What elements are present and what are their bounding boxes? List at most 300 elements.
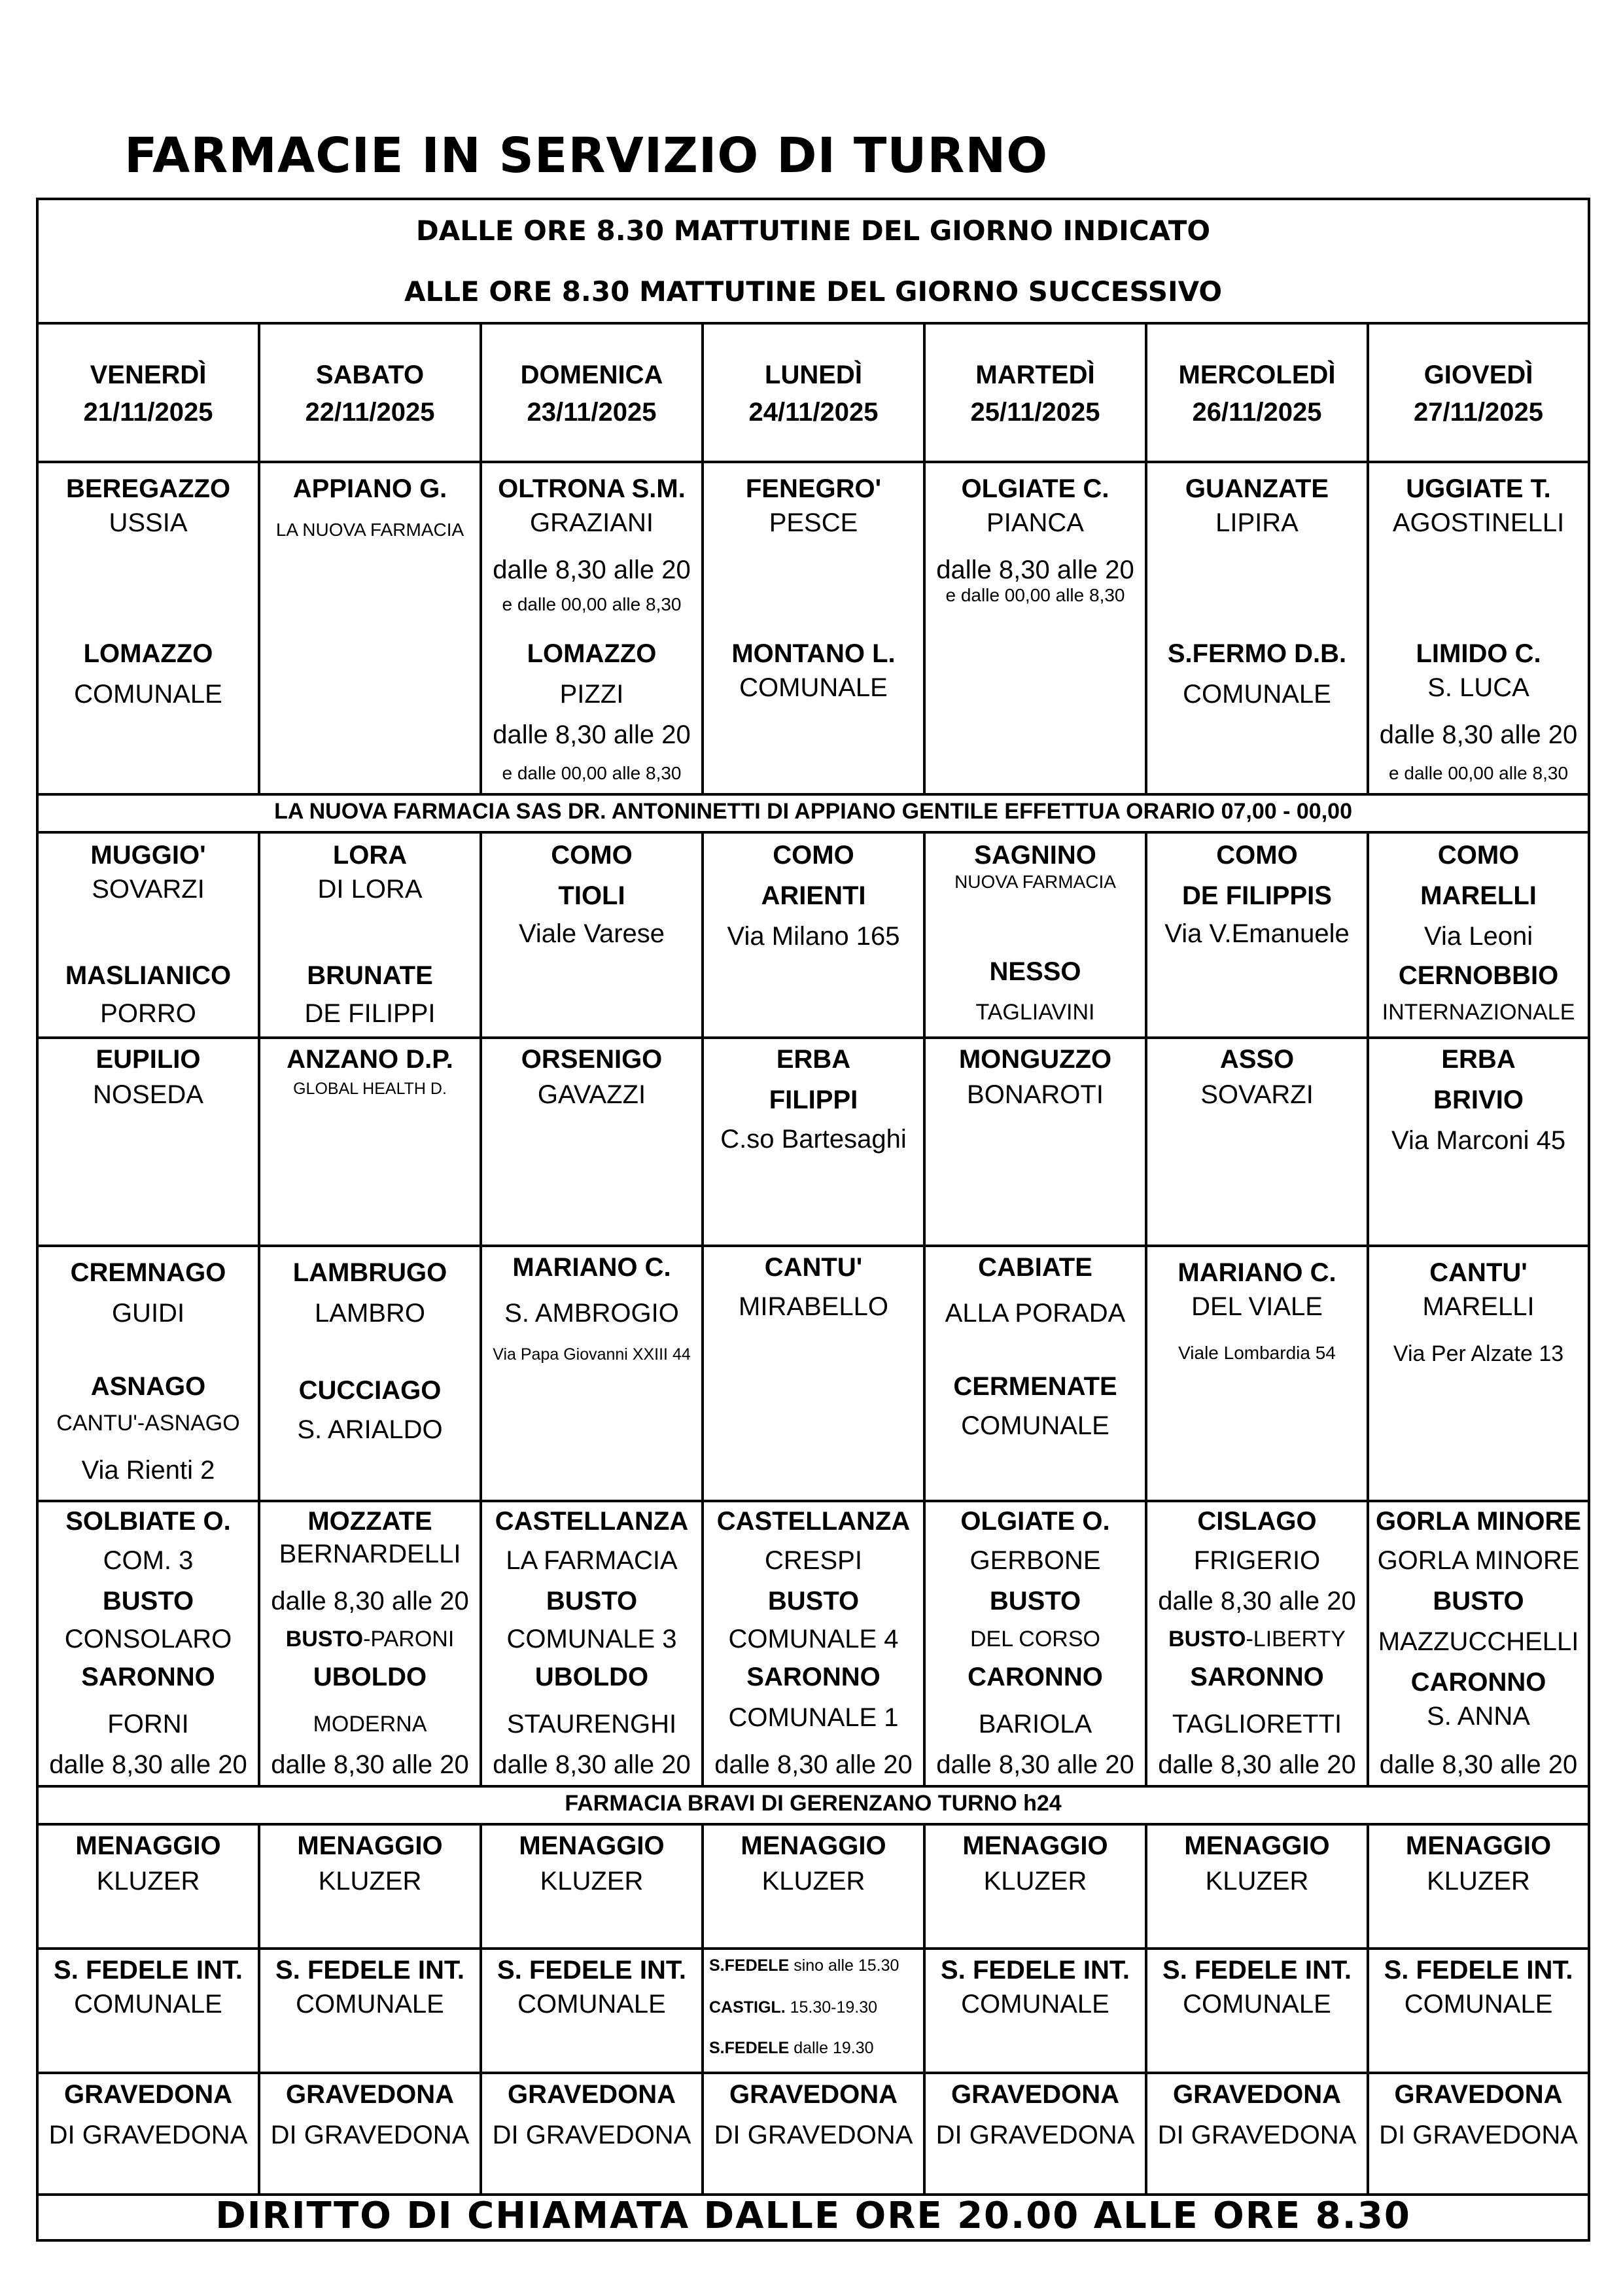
town-name: GRAVEDONA — [1172, 2080, 1342, 2109]
town-name: COMO — [1216, 841, 1298, 870]
shift-line — [704, 1998, 923, 2017]
pharmacy-name: DI GRAVEDONA — [935, 2121, 1135, 2149]
pharmacy-cell — [1368, 1501, 1589, 1786]
pharmacy-cell — [481, 1949, 703, 2073]
pharmacy-suffix: -LIBERTY — [1246, 1627, 1346, 1651]
pharmacy-cell — [924, 832, 1146, 1038]
opening-hours: dalle 8,30 alle 20 — [271, 1750, 469, 1779]
town-name: FENEGRO' — [745, 474, 882, 503]
pharmacy-address: Viale Varese — [518, 919, 665, 948]
pharmacy-name: DI GRAVEDONA — [492, 2121, 691, 2149]
day-header — [259, 323, 481, 462]
town-name: UBOLDO — [313, 1663, 427, 1691]
opening-hours-night: e dalle 00,00 alle 8,30 — [945, 585, 1125, 605]
pharmacy-address: Viale Lombardia 54 — [1178, 1343, 1336, 1363]
town-name: ASSO — [1219, 1045, 1295, 1074]
town-name: SARONNO — [81, 1663, 215, 1691]
town-name: BUSTO — [1433, 1587, 1524, 1616]
pharmacy-cell — [37, 832, 259, 1038]
town-name: OLTRONA S.M. — [498, 474, 686, 503]
note-text: FARMACIA BRAVI DI GERENZANO TURNO h24 — [565, 1791, 1062, 1816]
pharmacy-name: CONSOLARO — [64, 1625, 232, 1653]
town-name: LOMAZZO — [83, 639, 213, 668]
pharmacy-address: Via Per Alzate 13 — [1393, 1341, 1564, 1366]
pharmacy-cell — [703, 1501, 924, 1786]
pharmacy-name: COMUNALE — [517, 1990, 666, 2019]
town-name: EUPILIO — [96, 1045, 201, 1074]
opening-hours: dalle 8,30 alle 20 — [493, 720, 691, 749]
pharmacy-name: COMUNALE 1 — [728, 1703, 899, 1732]
town-name: UGGIATE T. — [1406, 474, 1551, 503]
town-name: CANTU' — [1429, 1258, 1527, 1287]
pharmacy-cell — [259, 1246, 481, 1501]
day-header — [924, 323, 1146, 462]
pharmacy-cell — [37, 1246, 259, 1501]
section-4-row — [37, 1246, 1589, 1501]
pharmacy-cell — [37, 1501, 259, 1786]
pharmacy-name: KLUZER — [96, 1867, 200, 1896]
section-2-row — [37, 832, 1589, 1038]
pharmacy-address: C.so Bartesaghi — [720, 1125, 907, 1154]
pharmacy-name: DE FILIPPI — [304, 999, 436, 1028]
town-name: CASTELLANZA — [495, 1507, 689, 1536]
pharmacy-cell — [703, 2073, 924, 2195]
pharmacy-address: Via Leoni — [1424, 922, 1533, 951]
pharmacy-name: AGOSTINELLI — [1392, 508, 1565, 537]
pharmacy-name: DI GRAVEDONA — [1157, 2121, 1357, 2149]
pharmacy-cell — [1368, 1038, 1589, 1246]
duty-schedule-table — [36, 198, 1590, 2242]
pharmacy-name: COMUNALE — [1183, 1990, 1331, 2019]
pharmacy-name: CANTU'-ASNAGO — [56, 1411, 240, 1436]
town-name: CARONNO — [1410, 1668, 1546, 1697]
pharmacy-name: COMUNALE — [296, 1990, 444, 2019]
pharmacy-cell — [481, 1246, 703, 1501]
opening-hours: dalle 8,30 alle 20 — [714, 1750, 913, 1779]
section-5-row — [37, 1501, 1589, 1786]
pharmacy-name: PIZZI — [559, 680, 624, 709]
pharmacy-name: STAURENGHI — [506, 1710, 677, 1739]
pharmacy-name: ARIENTI — [761, 881, 866, 910]
pharmacy-name: DI GRAVEDONA — [48, 2121, 248, 2149]
opening-hours: dalle 8,30 alle 20 — [49, 1750, 247, 1779]
town-name: S. FEDELE INT. — [497, 1956, 686, 1985]
town-name: MONGUZZO — [958, 1045, 1112, 1074]
day-name: LUNEDÌ — [765, 361, 862, 389]
pharmacy-cell — [1146, 832, 1368, 1038]
town-name: S. FEDELE INT. — [1384, 1956, 1573, 1985]
town-name: MENAGGIO — [519, 1831, 665, 1860]
shift-hours: dalle 19.30 — [789, 2039, 874, 2057]
pharmacy-cell — [1368, 1246, 1589, 1501]
town-name: SARONNO — [1190, 1663, 1324, 1691]
pharmacy-name: DE FILIPPIS — [1182, 881, 1332, 910]
town-name: GRAVEDONA — [285, 2080, 455, 2109]
town-name: OLGIATE C. — [961, 474, 1109, 503]
pharmacy-cell — [924, 1038, 1146, 1246]
pharmacy-cell — [703, 1949, 924, 2073]
town-name: GORLA MINORE — [1376, 1507, 1582, 1536]
pharmacy-name: TIOLI — [558, 881, 625, 910]
pharmacy-name: MODERNA — [313, 1712, 427, 1737]
pharmacy-cell — [703, 1038, 924, 1246]
section-3-row — [37, 1038, 1589, 1246]
day-name: MERCOLEDÌ — [1178, 361, 1336, 389]
town-name: SAGNINO — [974, 841, 1096, 870]
pharmacy-name: USSIA — [109, 508, 188, 537]
pharmacy-name: GERBONE — [969, 1546, 1101, 1575]
pharmacy-cell — [703, 462, 924, 794]
pharmacy-cell — [1146, 2073, 1368, 2195]
pharmacy-cell — [1146, 1949, 1368, 2073]
town-name: MASLIANICO — [65, 961, 232, 990]
pharmacy-cell — [1368, 1824, 1589, 1949]
pharmacy-name: KLUZER — [318, 1867, 422, 1896]
pharmacy-cell — [259, 1949, 481, 2073]
pharmacy-name: DI GRAVEDONA — [1379, 2121, 1578, 2149]
town-name: S. FEDELE INT. — [275, 1956, 464, 1985]
pharmacy-cell — [1146, 462, 1368, 794]
pharmacy-name: COMUNALE — [1183, 680, 1331, 709]
pharmacy-name: COMUNALE — [1404, 1990, 1553, 2019]
schedule-header — [37, 199, 1589, 323]
pharmacy-name: LA FARMACIA — [506, 1546, 678, 1575]
footer-note — [37, 2195, 1589, 2240]
pharmacy-name: MAZZUCCHELLI — [1378, 1627, 1579, 1656]
day-name: DOMENICA — [520, 361, 663, 389]
pharmacy-name — [260, 1627, 480, 1652]
town-name: CARONNO — [968, 1663, 1103, 1691]
pharmacy-name: S. ARIALDO — [297, 1415, 443, 1444]
note-text: LA NUOVA FARMACIA SAS DR. ANTONINETTI DI APPIANO GENTILE EFFETTUA ORARIO 07,00 - 00,00 — [274, 799, 1352, 824]
day-date: 25/11/2025 — [970, 398, 1100, 427]
pharmacy-name: LAMBRO — [315, 1299, 425, 1328]
opening-hours: dalle 8,30 alle 20 — [1379, 1750, 1578, 1779]
pharmacy-name: NUOVA FARMACIA — [954, 872, 1116, 892]
town-name: MENAGGIO — [741, 1831, 886, 1860]
day-name: MARTEDÌ — [975, 361, 1095, 389]
town-prefix: BUSTO — [1168, 1627, 1246, 1651]
town-name: ASNAGO — [90, 1372, 206, 1401]
schedule-header-row — [37, 199, 1589, 323]
pharmacy-cell — [259, 2073, 481, 2195]
town-name: MARIANO C. — [1178, 1258, 1336, 1287]
section-1-row — [37, 462, 1589, 794]
pharmacy-name: LA NUOVA FARMACIA — [275, 520, 464, 540]
footer-row — [37, 2195, 1589, 2240]
town-name: CANTU' — [764, 1253, 863, 1282]
town-name: BEREGAZZO — [65, 474, 231, 503]
opening-hours-night: e dalle 00,00 alle 8,30 — [502, 763, 682, 783]
pharmacy-name: DI LORA — [317, 875, 423, 904]
town-name: ERBA — [776, 1045, 851, 1074]
day-date: 21/11/2025 — [83, 398, 213, 427]
pharmacy-cell — [259, 1501, 481, 1786]
day-header — [703, 323, 924, 462]
town-name: GRAVEDONA — [63, 2080, 233, 2109]
town-name: CERMENATE — [953, 1372, 1117, 1401]
pharmacy-cell — [703, 832, 924, 1038]
town-name: GRAVEDONA — [1394, 2080, 1563, 2109]
pharmacy-name: COM. 3 — [103, 1546, 194, 1575]
day-date: 26/11/2025 — [1192, 398, 1322, 427]
town-name: BUSTO — [767, 1587, 860, 1616]
pharmacy-name: TAGLIAVINI — [975, 1000, 1095, 1025]
pharmacy-name: GORLA MINORE — [1377, 1546, 1580, 1575]
pharmacy-name: COMUNALE — [961, 1990, 1109, 2019]
pharmacy-name: S. AMBROGIO — [504, 1299, 679, 1328]
pharmacy-name: GAVAZZI — [537, 1080, 646, 1109]
pharmacy-name: FILIPPI — [769, 1086, 858, 1114]
pharmacy-name: DEL VIALE — [1191, 1292, 1323, 1321]
note-row — [37, 794, 1589, 832]
pharmacy-name: S. ANNA — [1427, 1702, 1530, 1731]
town-name: S. FEDELE INT. — [1162, 1956, 1352, 1985]
pharmacy-cell — [1146, 1501, 1368, 1786]
pharmacy-name: S. LUCA — [1427, 673, 1529, 702]
town-name: BUSTO — [989, 1587, 1081, 1616]
pharmacy-cell — [259, 462, 481, 794]
pharmacy-cell — [481, 1824, 703, 1949]
town-name: LAMBRUGO — [292, 1258, 447, 1287]
pharmacy-name: KLUZER — [983, 1867, 1087, 1896]
opening-hours: dalle 8,30 alle 20 — [1158, 1750, 1356, 1779]
pharmacy-cell — [259, 1038, 481, 1246]
town-name: COMO — [1437, 841, 1520, 870]
town-name: GRAVEDONA — [951, 2080, 1120, 2109]
pharmacy-name: GUIDI — [111, 1299, 185, 1328]
pharmacy-name: INTERNAZIONALE — [1382, 1000, 1575, 1025]
town-name: MARIANO C. — [512, 1253, 671, 1282]
shift-hours: sino alle 15.30 — [789, 1956, 899, 1975]
pharmacy-name: FRIGERIO — [1193, 1546, 1321, 1575]
pharmacy-cell — [481, 2073, 703, 2195]
pharmacy-cell — [924, 2073, 1146, 2195]
pharmacy-name: GLOBAL HEALTH D. — [293, 1080, 447, 1098]
town-name: MENAGGIO — [1184, 1831, 1330, 1860]
pharmacy-cell — [37, 2073, 259, 2195]
town-name: COMO — [551, 841, 633, 870]
day-date: 23/11/2025 — [527, 398, 657, 427]
section-8-row — [37, 2073, 1589, 2195]
pharmacy-name: DEL CORSO — [969, 1627, 1100, 1651]
pharmacy-address: Via Milano 165 — [727, 922, 900, 951]
pharmacy-cell — [703, 1824, 924, 1949]
town-name: GUANZATE — [1185, 474, 1329, 503]
opening-hours-night: e dalle 00,00 alle 8,30 — [502, 594, 682, 614]
pharmacy-cell — [1146, 1246, 1368, 1501]
pharmacy-cell — [924, 1824, 1146, 1949]
day-header — [1146, 323, 1368, 462]
town-name: COMO — [773, 841, 854, 870]
day-name: VENERDÌ — [90, 361, 207, 389]
opening-hours: dalle 8,30 alle 20 — [1158, 1587, 1356, 1616]
pharmacy-cell — [1146, 1038, 1368, 1246]
town-name: ERBA — [1441, 1045, 1516, 1074]
pharmacy-name: KLUZER — [1205, 1867, 1309, 1896]
pharmacy-cell — [481, 1501, 703, 1786]
town-name: MENAGGIO — [297, 1831, 443, 1860]
day-header — [481, 323, 703, 462]
town-name: S.FERMO D.B. — [1167, 639, 1347, 668]
pharmacy-name: BARIOLA — [978, 1710, 1092, 1739]
town-name: S. FEDELE INT. — [941, 1956, 1130, 1985]
town-name: BUSTO — [546, 1587, 638, 1616]
section-7-row — [37, 1949, 1589, 2073]
opening-hours: dalle 8,30 alle 20 — [936, 1750, 1134, 1779]
shift-line — [704, 2039, 923, 2058]
pharmacy-cell — [924, 1949, 1146, 2073]
town-name: ANZANO D.P. — [287, 1045, 453, 1074]
town-name: GRAVEDONA — [507, 2080, 676, 2109]
pharmacy-cell — [1368, 832, 1589, 1038]
section-6-row — [37, 1824, 1589, 1949]
pharmacy-suffix: -PARONI — [363, 1627, 455, 1651]
pharmacy-name: KLUZER — [1427, 1867, 1530, 1896]
shift-town: S.FEDELE — [709, 1956, 790, 1975]
pharmacy-cell — [259, 832, 481, 1038]
pharmacy-name: FORNI — [107, 1710, 189, 1739]
town-name: UBOLDO — [534, 1663, 649, 1691]
opening-hours: dalle 8,30 alle 20 — [493, 556, 691, 584]
town-name: SARONNO — [746, 1663, 881, 1691]
pharmacy-name: BONAROTI — [967, 1080, 1104, 1109]
appiano-note — [37, 794, 1589, 832]
town-name: CREMNAGO — [70, 1258, 226, 1287]
note-row — [37, 1786, 1589, 1824]
pharmacy-cell — [37, 1038, 259, 1246]
day-header — [37, 323, 259, 462]
pharmacy-name: BERNARDELLI — [279, 1540, 461, 1568]
pharmacy-name: NOSEDA — [93, 1080, 203, 1109]
town-name: S. FEDELE INT. — [54, 1956, 243, 1985]
day-name: SABATO — [315, 361, 425, 389]
header-line-1: DALLE ORE 8.30 MATTUTINE DEL GIORNO INDICATO — [415, 215, 1211, 247]
pharmacy-cell — [481, 1038, 703, 1246]
day-name: GIOVEDÌ — [1423, 361, 1533, 389]
town-name: MONTANO L. — [731, 639, 896, 668]
town-prefix: BUSTO — [285, 1627, 364, 1651]
town-name: ORSENIGO — [521, 1045, 663, 1074]
town-name: OLGIATE O. — [960, 1507, 1110, 1536]
pharmacy-cell — [924, 1501, 1146, 1786]
pharmacy-name: COMUNALE — [74, 680, 222, 709]
opening-hours: dalle 8,30 alle 20 — [936, 556, 1134, 584]
pharmacy-cell — [37, 1949, 259, 2073]
pharmacy-name: CRESPI — [765, 1546, 862, 1575]
pharmacy-name: PIANCA — [986, 508, 1084, 537]
pharmacy-name: COMUNALE 4 — [728, 1625, 899, 1653]
shift-hours: 15.30-19.30 — [785, 1998, 878, 2017]
pharmacy-cell — [481, 832, 703, 1038]
shift-line — [704, 1956, 923, 1975]
town-name: BUSTO — [102, 1587, 194, 1616]
pharmacy-name: COMUNALE 3 — [506, 1625, 677, 1653]
header-line-2: ALLE ORE 8.30 MATTUTINE DEL GIORNO SUCCESSIVO — [404, 275, 1223, 308]
pharmacy-name: PORRO — [100, 999, 196, 1028]
day-header — [1368, 323, 1589, 462]
opening-hours-night: e dalle 00,00 alle 8,30 — [1389, 763, 1569, 783]
day-date: 24/11/2025 — [748, 398, 879, 427]
pharmacy-name: PESCE — [769, 508, 858, 537]
town-name: CABIATE — [978, 1253, 1092, 1282]
footer-text: DIRITTO DI CHIAMATA DALLE ORE 20.00 ALLE ORE 8.30 — [215, 2195, 1411, 2237]
pharmacy-name: SOVARZI — [1200, 1080, 1314, 1109]
pharmacy-name: KLUZER — [540, 1867, 644, 1896]
pharmacy-name: BRIVIO — [1433, 1086, 1524, 1114]
pharmacy-cell — [924, 462, 1146, 794]
town-name: APPIANO G. — [292, 474, 447, 503]
pharmacy-address: Via V.Emanuele — [1164, 919, 1350, 948]
pharmacy-name: MARELLI — [1420, 881, 1537, 910]
town-name: CISLAGO — [1197, 1507, 1317, 1536]
pharmacy-name: COMUNALE — [739, 673, 888, 702]
pharmacy-name: GRAZIANI — [530, 508, 654, 537]
pharmacy-name: KLUZER — [761, 1867, 865, 1896]
town-name: LORA — [332, 841, 408, 870]
town-name: BRUNATE — [307, 961, 433, 990]
day-date: 22/11/2025 — [305, 398, 435, 427]
town-name: LIMIDO C. — [1416, 639, 1541, 668]
pharmacy-cell — [1368, 462, 1589, 794]
days-row — [37, 323, 1589, 462]
opening-hours: dalle 8,30 alle 20 — [271, 1587, 469, 1616]
opening-hours: dalle 8,30 alle 20 — [1379, 720, 1578, 749]
pharmacy-cell — [1368, 1949, 1589, 2073]
shift-town: S.FEDELE — [709, 2039, 790, 2057]
pharmacy-name: TAGLIORETTI — [1172, 1710, 1342, 1739]
pharmacy-address: Via Marconi 45 — [1391, 1126, 1566, 1155]
town-name: NESSO — [989, 957, 1081, 986]
opening-hours: dalle 8,30 alle 20 — [493, 1750, 691, 1779]
town-name: CASTELLANZA — [716, 1507, 911, 1536]
town-name: CERNOBBIO — [1398, 961, 1559, 990]
pharmacy-cell — [703, 1246, 924, 1501]
pharmacy-name: LIPIRA — [1215, 508, 1299, 537]
day-date: 27/11/2025 — [1414, 398, 1544, 427]
town-name: LOMAZZO — [527, 639, 657, 668]
town-name: CUCCIAGO — [298, 1376, 442, 1405]
pharmacy-address: Via Papa Giovanni XXIII 44 — [493, 1345, 691, 1364]
pharmacy-cell — [37, 1824, 259, 1949]
shift-town: CASTIGL. — [709, 1998, 786, 2017]
pharmacy-cell — [1368, 2073, 1589, 2195]
town-name: GRAVEDONA — [729, 2080, 898, 2109]
town-name: MENAGGIO — [75, 1831, 221, 1860]
pharmacy-cell — [1146, 1824, 1368, 1949]
pharmacy-name: COMUNALE — [74, 1990, 222, 2019]
pharmacy-name: DI GRAVEDONA — [714, 2121, 913, 2149]
pharmacy-name: ALLA PORADA — [945, 1299, 1126, 1328]
page-title: FARMACIE IN SERVIZIO DI TURNO — [124, 128, 1049, 184]
town-name: MENAGGIO — [1405, 1831, 1552, 1860]
pharmacy-name: SOVARZI — [92, 875, 205, 904]
pharmacy-name — [1147, 1627, 1367, 1652]
town-name: MENAGGIO — [962, 1831, 1108, 1860]
pharmacy-name: COMUNALE — [961, 1411, 1109, 1440]
pharmacy-cell — [37, 462, 259, 794]
pharmacy-name: DI GRAVEDONA — [270, 2121, 470, 2149]
pharmacy-address: Via Rienti 2 — [81, 1456, 215, 1485]
gerenzano-note — [37, 1786, 1589, 1824]
pharmacy-name: MARELLI — [1422, 1292, 1535, 1321]
town-name: SOLBIATE O. — [65, 1507, 231, 1536]
pharmacy-cell — [481, 462, 703, 794]
town-name: MOZZATE — [307, 1507, 432, 1536]
pharmacy-cell — [924, 1246, 1146, 1501]
pharmacy-cell — [259, 1824, 481, 1949]
town-name: MUGGIO' — [90, 841, 206, 870]
